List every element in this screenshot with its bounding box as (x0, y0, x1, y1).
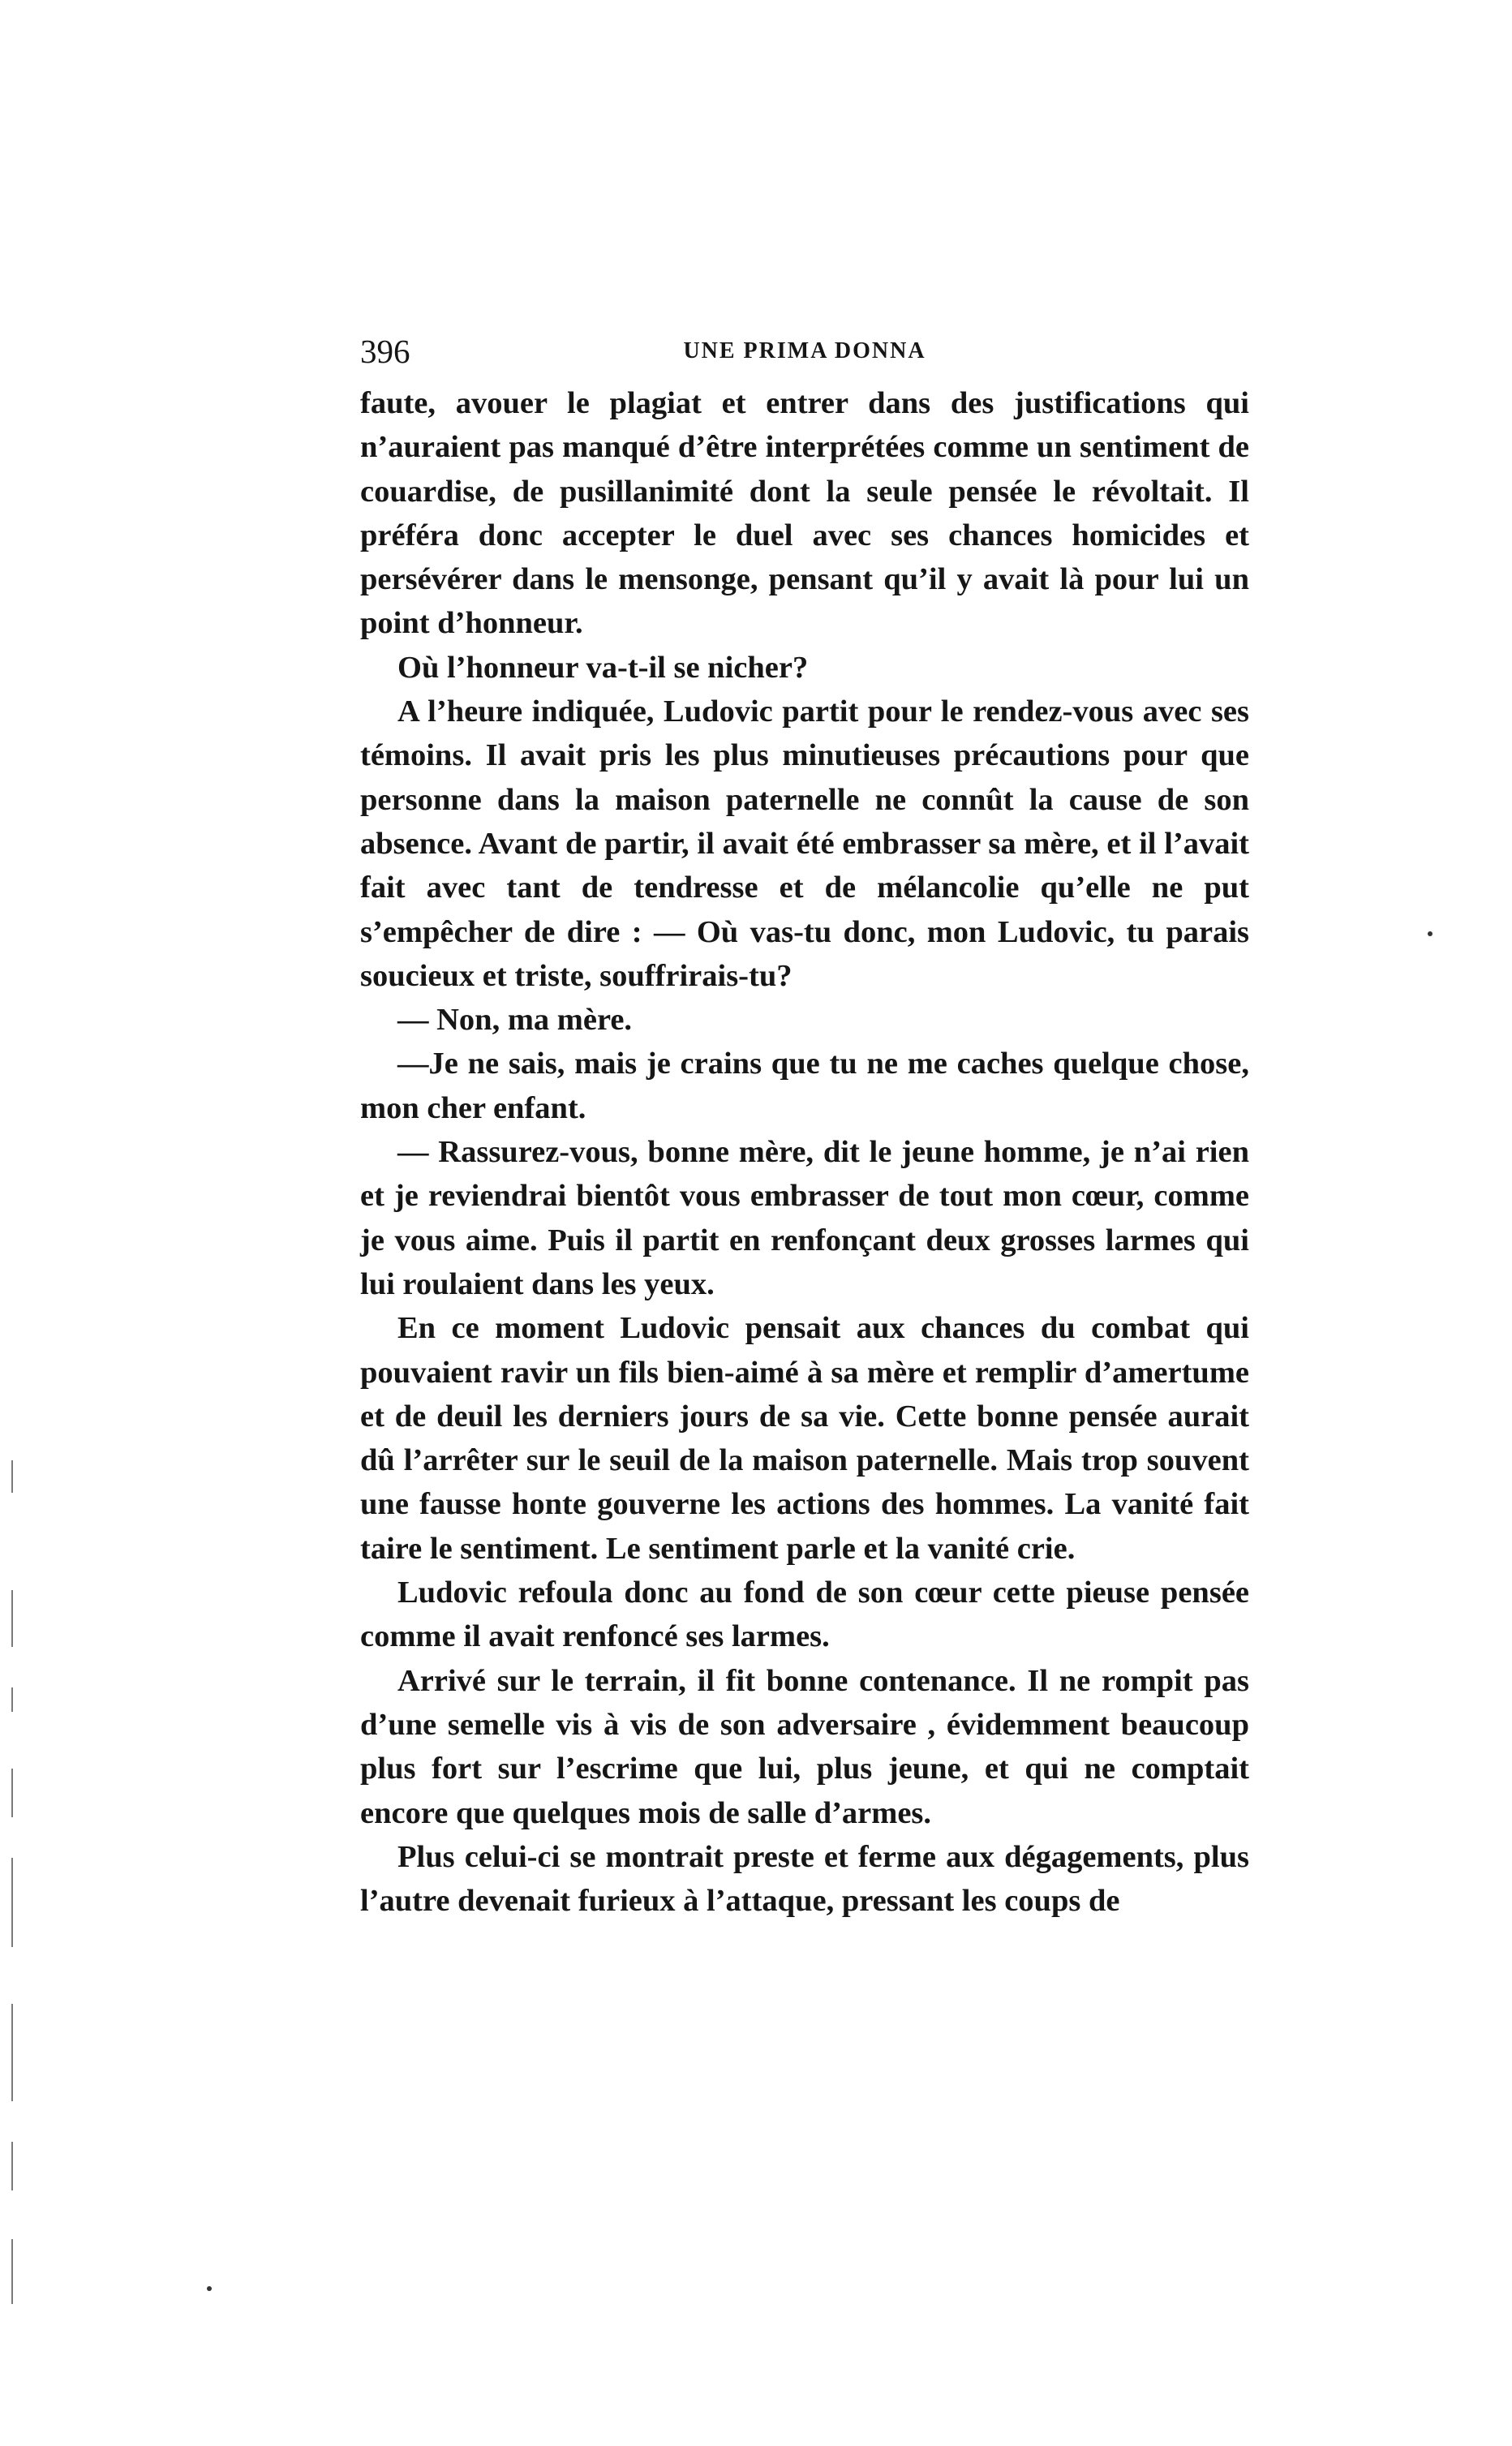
paragraph: Où l’honneur va-t-il se nicher? (397, 650, 809, 685)
dialogue-line: —Je ne sais, mais je crains que tu ne me caches quelque chose, mon cher enfant. (360, 1047, 1249, 1125)
scan-edge-mark (11, 1687, 13, 1712)
paragraph: Ludovic refoula donc au fond de son cœur cette pieuse pensée comme il avait renfoncé ses larmes. (360, 1575, 1249, 1654)
paragraph: faute, avouer le plagiat et entrer dans des justifications qui n’auraient pas manqué d’être interprétées comme un sentiment de couardise, de pusillanimité dont la seule pensée le révoltait. Il préféra donc accepter le duel avec ses chances homicides et persévérer dans le mensonge, pensant qu’il y avait là pour lui un point d’honneur. (360, 386, 1249, 641)
scan-edge-mark (11, 2142, 13, 2190)
scan-edge-mark (11, 2004, 13, 2101)
scan-edge-mark (11, 1460, 13, 1493)
dialogue-line: — Non, ma mère. (397, 1003, 633, 1038)
paragraph: Arrivé sur le terrain, il fit bonne contenance. Il ne rompit pas d’une semelle vis à vis de son adversaire , évidemment beaucoup plus fort sur l’escrime que lui, plus jeune, et qui ne comptait encore que quelques mois de salle d’armes. (360, 1663, 1249, 1830)
body-text (360, 381, 1249, 1923)
scan-edge-mark (11, 1769, 13, 1817)
paragraph: En ce moment Ludovic pensait aux chances du combat qui pouvaient ravir un fils bien-aimé à sa mère et remplir d’amertume et de deuil les derniers jours de sa vie. Cette bonne pensée aurait dû l’arrêter sur le seuil de la maison paternelle. Mais trop souvent une fausse honte gouverne les actions des hommes. La vanité fait taire le sentiment. Le sentiment parle et la vanité crie. (360, 1311, 1249, 1566)
running-title: UNE PRIMA DONNA (683, 338, 926, 363)
page-number: 396 (360, 333, 410, 370)
paragraph: Plus celui-ci se montrait preste et ferme aux dégagements, plus l’autre devenait furieux à l’attaque, pressant les coups de (360, 1839, 1249, 1919)
scan-edge-mark (11, 1590, 13, 1647)
dialogue-line: — Rassurez-vous, bonne mère, dit le jeune homme, je n’ai rien et je reviendrai bientôt vous embrasser de tout mon cœur, comme je vous aime. Puis il partit en renfonçant deux grosses larmes qui lui roulaient dans les yeux. (360, 1135, 1249, 1301)
ink-speck (1428, 931, 1433, 936)
scan-edge-mark (11, 1858, 13, 1947)
paragraph: A l’heure indiquée, Ludovic partit pour le rendez-vous avec ses témoins. Il avait pris les plus minutieuses précautions pour que personne dans la maison paternelle ne connût la cause de son absence. Avant de partir, il avait été embrasser sa mère, et il l’avait fait avec tant de tendresse et de mélancolie qu’elle ne put s’empêcher de dire : — Où vas-tu donc, mon Ludovic, tu parais soucieux et triste, souffrirais-tu? (360, 694, 1249, 993)
scan-edge-mark (11, 2239, 13, 2304)
ink-speck (207, 2286, 212, 2291)
page-header (360, 331, 1249, 372)
